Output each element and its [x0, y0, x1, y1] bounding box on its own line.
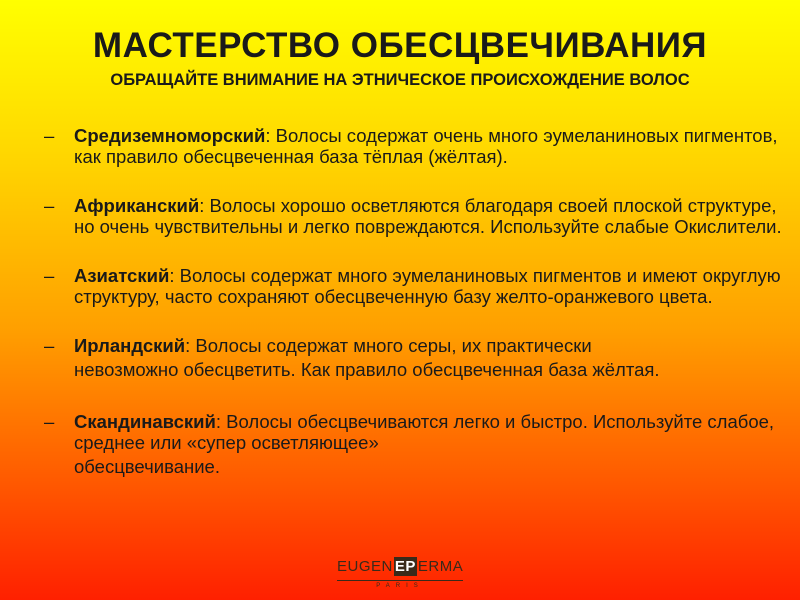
- item-text: : Волосы содержат очень много эумеланиновых пигментов, как правило обесцвеченная база тёплая (жёлтая).: [74, 125, 778, 167]
- logo-subtext: PARIS: [337, 580, 463, 589]
- item-term: Африканский: [74, 195, 200, 216]
- ethnic-origin-list: [44, 125, 794, 508]
- item-term: Скандинавский: [74, 411, 216, 432]
- item-text: : Волосы содержат много серы, их практически: [185, 335, 592, 356]
- item-term: Ирландский: [74, 335, 186, 356]
- list-item: [44, 125, 794, 167]
- item-text-continued: обесцвечивание.: [74, 456, 220, 477]
- list-item: [44, 411, 794, 480]
- logo-wordmark: [337, 556, 463, 576]
- item-text-continued: невозможно обесцветить. Как правило обесцвеченная база жёлтая.: [74, 359, 660, 380]
- dash-bullet: –: [44, 335, 55, 356]
- list-item: [44, 335, 794, 383]
- item-text: : Волосы обесцвечиваются легко и быстро. Используйте слабое, среднее или «супер осветляющее»: [74, 411, 775, 453]
- logo-part-3: ERMA: [417, 557, 464, 575]
- dash-bullet: –: [44, 411, 55, 432]
- item-text: : Волосы содержат много эумеланиновых пигментов и имеют округлую структуру, часто сохраняют обесцвеченную базу желто-оранжевого цвета.: [74, 265, 781, 307]
- dash-bullet: –: [44, 265, 55, 286]
- brand-logo: [337, 556, 463, 590]
- dash-bullet: –: [44, 195, 55, 216]
- list-item: [44, 195, 794, 237]
- logo-part-2: EP: [394, 557, 416, 575]
- item-term: Азиатский: [74, 265, 170, 286]
- list-item: [44, 265, 794, 307]
- item-term: Средиземноморский: [74, 125, 266, 146]
- slide-subtitle: ОБРАЩАЙТЕ ВНИМАНИЕ НА ЭТНИЧЕСКОЕ ПРОИСХОЖДЕНИЕ ВОЛОС: [110, 71, 690, 89]
- slide-title: МАСТЕРСТВО ОБЕСЦВЕЧИВАНИЯ: [92, 26, 708, 65]
- logo-part-1: EUGEN: [337, 557, 393, 575]
- item-text: : Волосы хорошо осветляются благодаря своей плоской структуре, но очень чувствительны и легко повреждаются. Используйте слабые Окислители.: [74, 195, 782, 237]
- dash-bullet: –: [44, 125, 55, 146]
